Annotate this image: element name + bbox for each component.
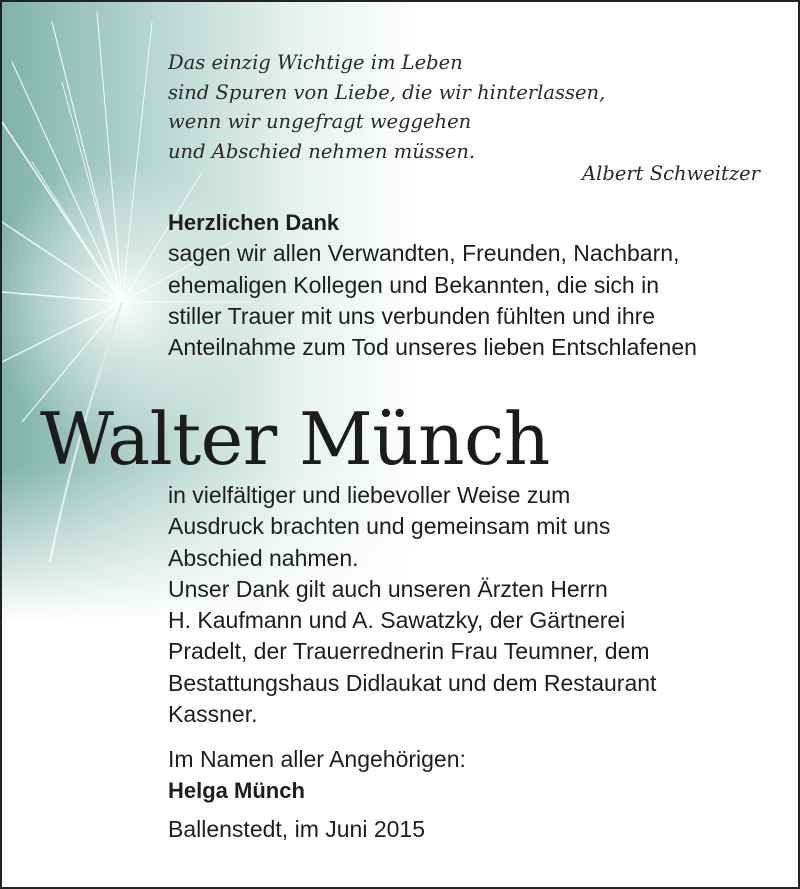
thanks-block [168,207,697,363]
thanks-line: Anteilnahme zum Tod unseres lieben Entschlafenen [168,334,697,361]
thanks-line: sagen wir allen Verwandten, Freunden, Nachbarn, [168,240,680,267]
body-line: Kassner. [168,701,258,728]
quote-line: Das einzig Wichtige im Leben [168,51,463,74]
body-text-block [168,480,656,730]
body-line: Ausdruck brachten und gemeinsam mit uns [168,513,611,540]
deceased-name: Walter Münch [40,397,550,481]
thanks-line: stiller Trauer mit uns verbunden fühlten und ihre [168,302,656,329]
signature-intro: Im Namen aller Angehörigen: [168,746,466,772]
body-line: Unser Dank gilt auch unseren Ärzten Herrn [168,575,608,602]
body-line: H. Kaufmann und A. Sawatzky, der Gärtnerei [168,607,626,634]
signature-block [168,744,466,807]
quote-block [168,48,605,166]
body-line: Pradelt, der Trauerrednerin Frau Teumner, dem [168,638,650,665]
quote-line: sind Spuren von Liebe, die wir hinterlassen, [168,80,606,104]
body-line: Bestattungshaus Didlaukat und dem Restaurant [168,669,657,696]
quote-line: wenn wir ungefragt weggehen [168,110,472,133]
place-date: Ballenstedt, im Juni 2015 [168,816,425,842]
thanks-heading: Herzlichen Dank [168,210,340,235]
signature-name: Helga Münch [168,778,305,804]
body-line: Abschied nahmen. [168,544,359,571]
thanks-line: ehemaligen Kollegen und Bekannten, die sich in [168,271,660,298]
body-line: in vielfältiger und liebevoller Weise zum [168,482,571,508]
quote-line: und Abschied nehmen müssen. [168,139,476,163]
quote-author: Albert Schweitzer [582,162,760,185]
